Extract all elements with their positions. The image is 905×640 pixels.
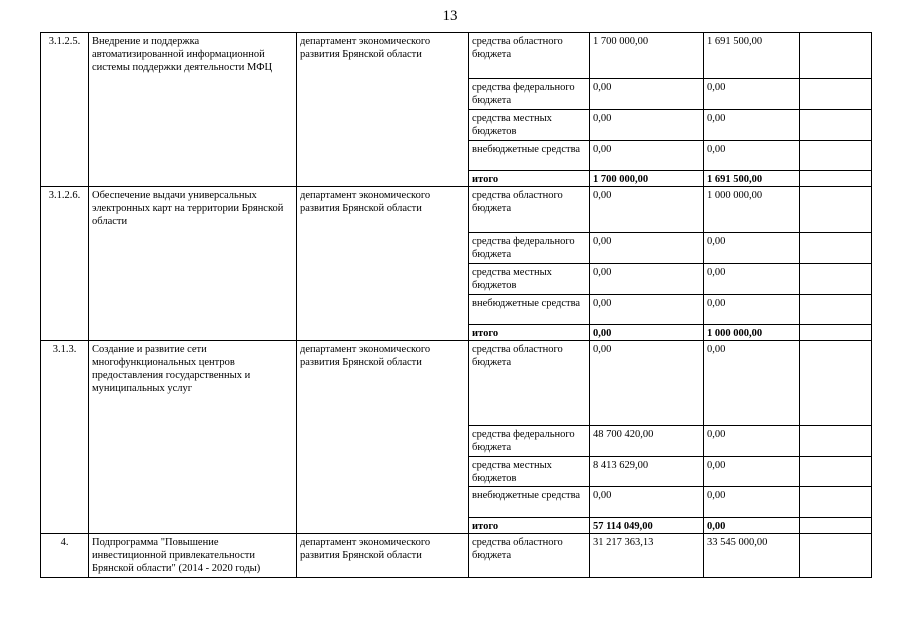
item-number: 3.1.3.	[41, 341, 89, 534]
amount-col-2: 0,00	[704, 457, 800, 487]
amount-col-1: 48 700 420,00	[590, 426, 704, 457]
amount-col-1: 0,00	[590, 233, 704, 264]
amount-col-1: 0,00	[590, 487, 704, 518]
amount-col-3	[800, 426, 872, 457]
item-number: 4.	[41, 534, 89, 578]
amount-col-1: 57 114 049,00	[590, 518, 704, 534]
amount-col-1: 0,00	[590, 110, 704, 141]
amount-col-1: 0,00	[590, 141, 704, 171]
amount-col-2: 0,00	[704, 233, 800, 264]
funding-source: средства областного бюджета	[469, 341, 590, 426]
amount-col-3	[800, 534, 872, 578]
amount-col-3	[800, 264, 872, 295]
funding-source: итого	[469, 325, 590, 341]
amount-col-1: 1 700 000,00	[590, 33, 704, 79]
amount-col-2: 1 000 000,00	[704, 325, 800, 341]
amount-col-1: 0,00	[590, 79, 704, 110]
amount-col-3	[800, 457, 872, 487]
table-row	[41, 187, 872, 233]
amount-col-3	[800, 325, 872, 341]
item-name: Внедрение и поддержка автоматизированной информационной системы поддержки деятельности МФЦ	[89, 33, 297, 187]
table-row	[41, 341, 872, 426]
funding-source: итого	[469, 518, 590, 534]
funding-source: средства областного бюджета	[469, 534, 590, 578]
item-executor: департамент экономического развития Брянской области	[297, 534, 469, 578]
funding-source: средства местных бюджетов	[469, 264, 590, 295]
item-number: 3.1.2.5.	[41, 33, 89, 187]
amount-col-2: 1 000 000,00	[704, 187, 800, 233]
funding-source: средства федерального бюджета	[469, 233, 590, 264]
item-executor: департамент экономического развития Брянской области	[297, 33, 469, 187]
amount-col-1: 0,00	[590, 295, 704, 325]
funding-source: итого	[469, 171, 590, 187]
amount-col-1: 31 217 363,13	[590, 534, 704, 578]
amount-col-3	[800, 487, 872, 518]
amount-col-3	[800, 141, 872, 171]
funding-source: средства местных бюджетов	[469, 110, 590, 141]
amount-col-2: 0,00	[704, 141, 800, 171]
table-row	[41, 33, 872, 79]
amount-col-3	[800, 79, 872, 110]
item-number: 3.1.2.6.	[41, 187, 89, 341]
amount-col-1: 0,00	[590, 187, 704, 233]
amount-col-2: 1 691 500,00	[704, 171, 800, 187]
amount-col-2: 0,00	[704, 518, 800, 534]
funding-source: внебюджетные средства	[469, 295, 590, 325]
funding-source: средства федерального бюджета	[469, 79, 590, 110]
amount-col-2: 1 691 500,00	[704, 33, 800, 79]
amount-col-3	[800, 233, 872, 264]
amount-col-2: 0,00	[704, 487, 800, 518]
amount-col-2: 0,00	[704, 110, 800, 141]
amount-col-3	[800, 33, 872, 79]
amount-col-1: 8 413 629,00	[590, 457, 704, 487]
item-executor: департамент экономического развития Брянской области	[297, 187, 469, 341]
amount-col-2: 33 545 000,00	[704, 534, 800, 578]
amount-col-2: 0,00	[704, 341, 800, 426]
amount-col-3	[800, 518, 872, 534]
funding-source: средства областного бюджета	[469, 187, 590, 233]
amount-col-3	[800, 171, 872, 187]
item-name: Подпрограмма "Повышение инвестиционной привлекательности Брянской области" (2014 - 2020 годы)	[89, 534, 297, 578]
amount-col-1: 0,00	[590, 264, 704, 295]
item-name: Обеспечение выдачи универсальных электронных карт на территории Брянской области	[89, 187, 297, 341]
funding-source: средства областного бюджета	[469, 33, 590, 79]
amount-col-1: 1 700 000,00	[590, 171, 704, 187]
amount-col-3	[800, 295, 872, 325]
item-executor: департамент экономического развития Брянской области	[297, 341, 469, 534]
amount-col-2: 0,00	[704, 426, 800, 457]
funding-source: средства федерального бюджета	[469, 426, 590, 457]
funding-source: средства местных бюджетов	[469, 457, 590, 487]
amount-col-1: 0,00	[590, 341, 704, 426]
amount-col-2: 0,00	[704, 295, 800, 325]
budget-table	[40, 32, 872, 578]
amount-col-3	[800, 110, 872, 141]
amount-col-2: 0,00	[704, 264, 800, 295]
page-number: 13	[442, 8, 458, 24]
item-name: Создание и развитие сети многофункциональных центров предоставления государственных и муниципальных услуг	[89, 341, 297, 534]
amount-col-3	[800, 341, 872, 426]
table-row	[41, 534, 872, 578]
amount-col-2: 0,00	[704, 79, 800, 110]
funding-source: внебюджетные средства	[469, 141, 590, 171]
amount-col-3	[800, 187, 872, 233]
amount-col-1: 0,00	[590, 325, 704, 341]
funding-source: внебюджетные средства	[469, 487, 590, 518]
